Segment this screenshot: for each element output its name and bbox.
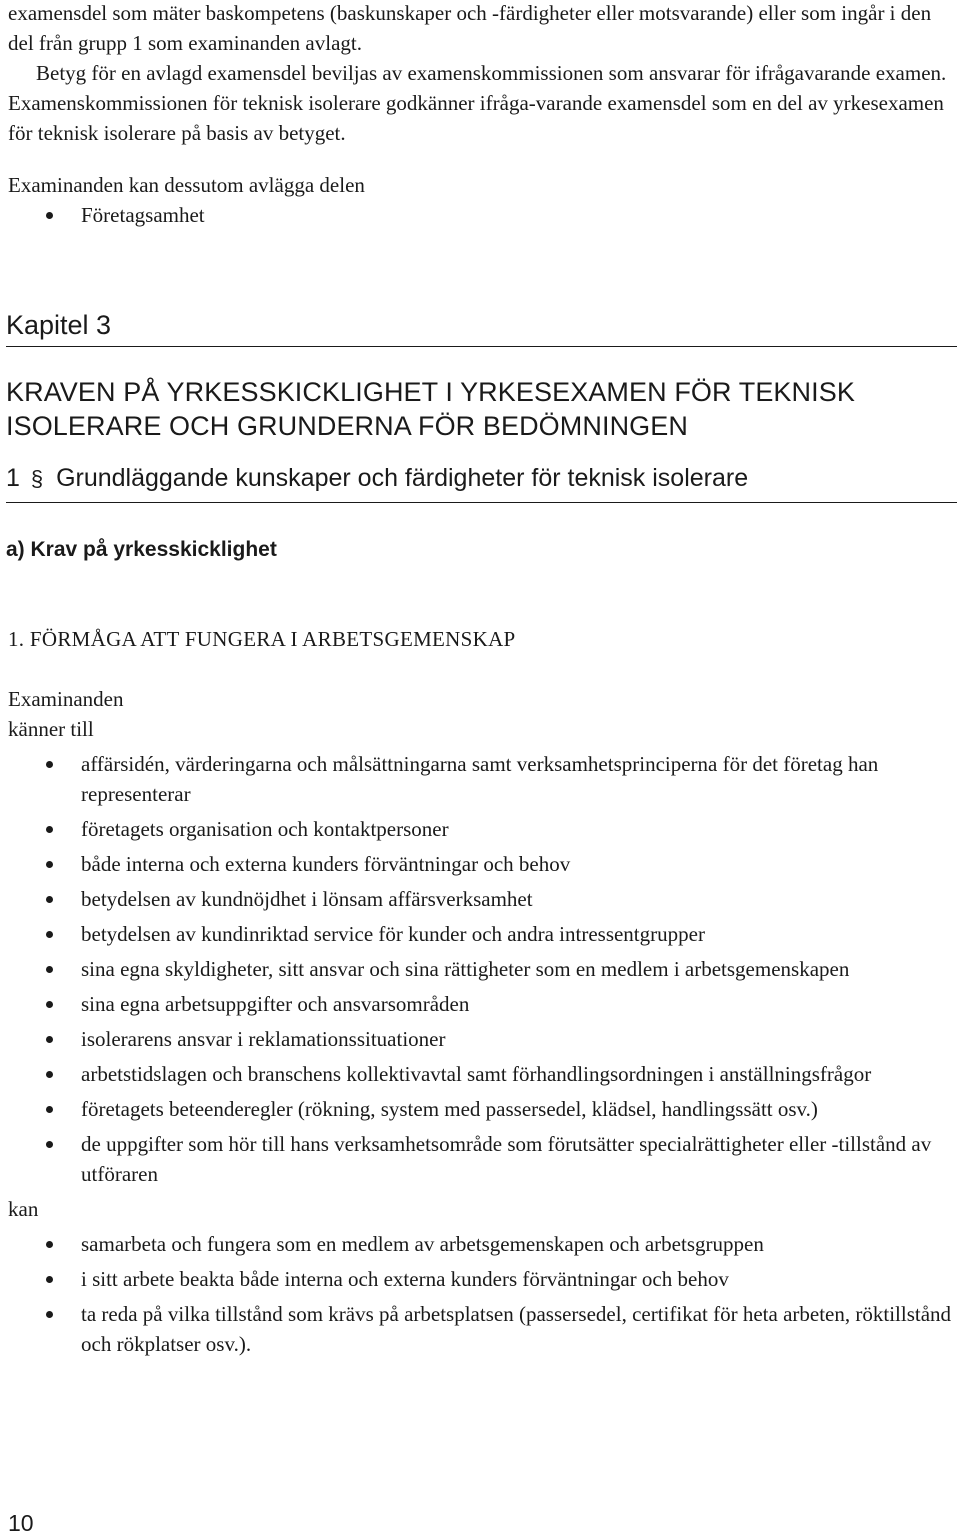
list-item: betydelsen av kundinriktad service för kunder och andra intressentgrupper [8, 919, 956, 949]
can-label: kan [8, 1197, 39, 1221]
knows-label: känner till [8, 717, 94, 741]
chapter-section [6, 308, 957, 565]
page-number: 10 [8, 1510, 34, 1536]
competence-title: 1. FÖRMÅGA ATT FUNGERA I ARBETSGEMENSKAP [8, 627, 516, 651]
list-item: sina egna skyldigheter, sitt ansvar och sina rättigheter som en medlem i arbetsgemenskapen [8, 954, 956, 984]
section-title: Grundläggande kunskaper och färdigheter för teknisk isolerare [56, 464, 749, 492]
list-item: sina egna arbetsuppgifter och ansvarsområden [8, 989, 956, 1019]
section-sign: § [30, 466, 44, 491]
list-item: de uppgifter som hör till hans verksamhetsområde som förutsätter specialrättigheter eller -tillstånd av utföraren [8, 1129, 956, 1189]
intro-bullet-list [8, 200, 953, 230]
section-heading [6, 461, 957, 503]
list-item: arbetstidslagen och branschens kollektivavtal samt förhandlingsordningen i anställningsfrågor [8, 1059, 956, 1089]
intro-paragraph-grade: Betyg för en avlagd examensdel beviljas av examenskommissionen som ansvarar för ifrågavarande examen. Examenskommissionen för teknisk isolerare godkänner ifråga-varande examensdel som en del av yrkesexamen för teknisk isolerare på basis av betyget. [8, 61, 947, 145]
list-item: Företagsamhet [8, 200, 953, 230]
list-item: affärsidén, värderingarna och målsättningarna samt verksamhetsprinciperna för det företag han representerar [8, 749, 956, 809]
list-item: företagets beteenderegler (rökning, system med passersedel, klädsel, handlingssätt osv.) [8, 1094, 956, 1124]
examinee-label: Examinanden [8, 687, 124, 711]
list-item: betydelsen av kundnöjdhet i lönsam affärsverksamhet [8, 884, 956, 914]
can-list [8, 1229, 956, 1359]
chapter-label: Kapitel 3 [6, 308, 957, 347]
competence-section [8, 624, 956, 1364]
list-item: i sitt arbete beakta både interna och externa kunders förväntningar och behov [8, 1264, 956, 1294]
intro-paragraph-optional: Examinanden kan dessutom avlägga delen [8, 173, 365, 197]
list-item: samarbeta och fungera som en medlem av arbetsgemenskapen och arbetsgruppen [8, 1229, 956, 1259]
section-number: 1 [6, 464, 20, 492]
subheading-requirements: a) Krav på yrkesskicklighet [6, 538, 277, 561]
intro-section [8, 0, 953, 230]
list-item: isolerarens ansvar i reklamationssituationer [8, 1024, 956, 1054]
knows-list [8, 749, 956, 1189]
intro-paragraph-continued: examensdel som mäter baskompetens (baskunskaper och -färdigheter eller motsvarande) eller som ingår i den del från grupp 1 som examinanden avlagt. [8, 1, 932, 55]
list-item: ta reda på vilka tillstånd som krävs på arbetsplatsen (passersedel, certifikat för heta arbeten, röktillstånd och rökplatser osv.). [8, 1299, 956, 1359]
list-item: företagets organisation och kontaktpersoner [8, 814, 956, 844]
chapter-title: KRAVEN PÅ YRKESSKICKLIGHET I YRKESEXAMEN FÖR TEKNISK ISOLERARE OCH GRUNDERNA FÖR BEDÖMNINGEN [6, 377, 855, 441]
list-item: både interna och externa kunders förväntningar och behov [8, 849, 956, 879]
